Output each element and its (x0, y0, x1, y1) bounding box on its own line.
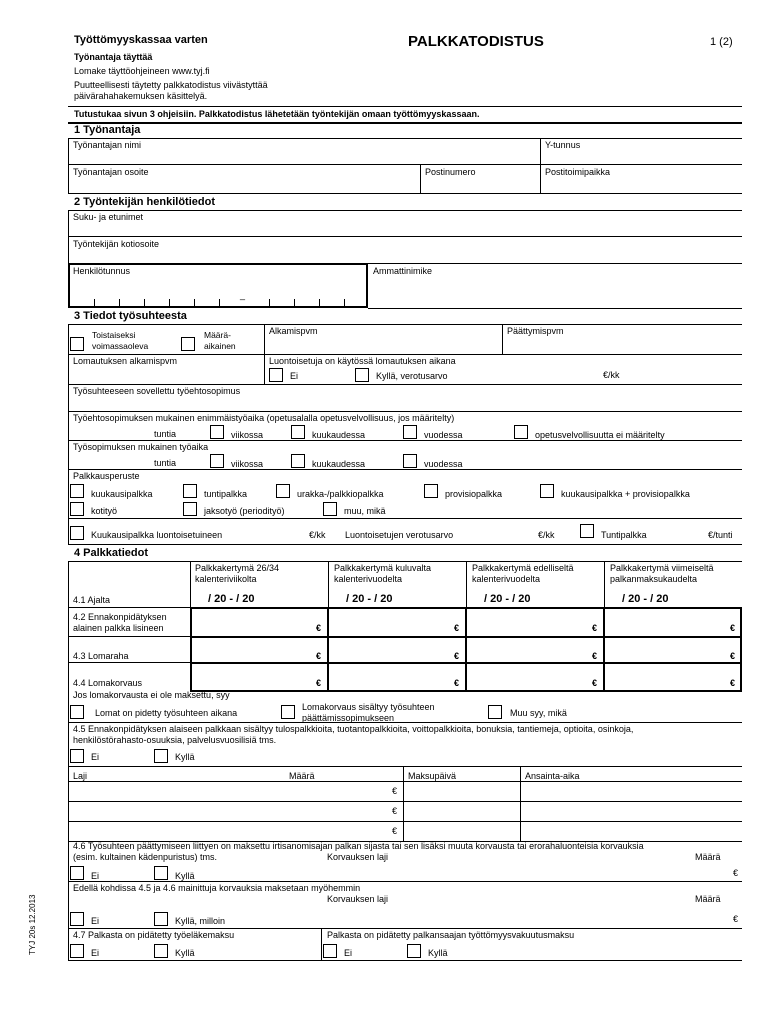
later-no-label: Ei (91, 916, 100, 926)
period-work-label: jaksotyö (periodityö) (204, 506, 285, 516)
piece-pay-label: urakka-/palkkiopalkka (297, 489, 384, 499)
col3-header: Palkkakertymä edelliseltä (472, 563, 574, 573)
benefit-taxvalue-label: Luontoisetujen verotusarvo (345, 530, 454, 540)
until-further-checkbox[interactable] (70, 337, 84, 351)
cba-field[interactable]: Työsuhteeseen sovellettu työehtosopimus (73, 386, 241, 396)
salary-col1[interactable]: € (316, 623, 322, 633)
employer-address-field[interactable]: Työnantajan osoite (73, 167, 149, 177)
until-further-label-2: voimassaoleva (92, 341, 149, 351)
later-yes-label: Kyllä, milloin (175, 916, 226, 926)
pay-date-col-header: Maksupäivä (408, 771, 457, 781)
bonus-amount-1[interactable]: € (392, 786, 398, 796)
col1-header-2: kalenteriviikolta (195, 574, 257, 584)
start-date-field[interactable]: Alkamispvm (269, 326, 318, 336)
holiday-comp-col2[interactable]: € (454, 678, 460, 688)
monthly-with-benefits-unit: €/kk (309, 530, 326, 540)
form-code: TYJ 20s 12.2013 (28, 894, 37, 955)
bonus-yes-checkbox[interactable] (154, 749, 168, 763)
teaching-undefined-label: opetusvelvollisuutta ei määritelty (535, 430, 665, 440)
row-4-5-label: 4.5 Ennakonpidätyksen alaiseen palkkaan sisältyy tulospalkkioita, tuotantopalkkioita, voittopalkkioita, bonuksia, tantiemeja, optioita, osinkoja, (73, 724, 634, 734)
col2-header: Palkkakertymä kuluvalta (334, 563, 432, 573)
later-amount[interactable]: € (733, 914, 739, 924)
period-col1[interactable]: / 20 - / 20 (208, 593, 255, 605)
unemp-yes-label: Kyllä (428, 948, 448, 958)
monthly-with-benefits-label: Kuukausipalkka luontoisetuineen (91, 530, 223, 540)
contract-hours-label: Työsopimuksen mukainen työaika (73, 442, 209, 452)
hourly-wage-unit: €/tunti (708, 530, 733, 540)
section-3-title: 3 Tiedot työsuhteesta (74, 310, 187, 322)
max-hours-label: Työehtosopimuksen mukainen enimmäistyöaika (opetusalalla opetusvelvollisuus, jos määritelty) (73, 413, 455, 423)
row-4-3-label: 4.3 Lomaraha (73, 651, 129, 661)
page-number: 1 (2) (710, 36, 733, 48)
holiday-pay-col4[interactable]: € (730, 651, 736, 661)
amount-col-header: Määrä (289, 771, 315, 781)
leave-taken-label: Lomat on pidetty työsuhteen aikana (95, 708, 238, 718)
unemp-no-checkbox[interactable] (323, 944, 337, 958)
hours-label-2: tuntia (154, 458, 177, 468)
max-weekly-checkbox[interactable] (210, 425, 224, 439)
teaching-undefined-checkbox[interactable] (514, 425, 528, 439)
other-reason-checkbox[interactable] (488, 705, 502, 719)
holiday-comp-col1[interactable]: € (316, 678, 322, 688)
period-col2[interactable]: / 20 - / 20 (346, 593, 393, 605)
other-reason-label: Muu syy, mikä (510, 708, 567, 718)
monthly-label-2: kuukaudessa (312, 459, 366, 469)
severance-yes-label: Kyllä (175, 871, 195, 881)
employee-name-field[interactable]: Suku- ja etunimet (73, 212, 144, 222)
row-4-7-label: 4.7 Palkasta on pidätetty työeläkemaksu (73, 930, 235, 940)
earning-time-col-header: Ansainta-aika (525, 771, 580, 781)
col2-header-2: kalenterivuodelta (334, 574, 403, 584)
instructions-line2: Puutteellisesti täytetty palkkatodistus viivästyttää (74, 80, 268, 90)
hourly-pay-checkbox[interactable] (183, 484, 197, 498)
bonus-amount-2[interactable]: € (392, 806, 398, 816)
bonus-no-label: Ei (91, 752, 100, 762)
until-further-label: Toistaiseksi (92, 330, 136, 340)
ssn-label: Henkilötunnus (73, 266, 131, 276)
notice-text: Tutustukaa sivun 3 ohjeisiin. Palkkatodistus lähetetään työntekijän omaan työttömyyskassaan. (74, 109, 480, 119)
comp-included-label-2: päättämissopimukseen (302, 713, 395, 723)
period-col4[interactable]: / 20 - / 20 (622, 593, 669, 605)
severance-no-label: Ei (91, 871, 100, 881)
fixed-term-label-2: aikainen (204, 341, 236, 351)
salary-col4[interactable]: € (730, 623, 736, 633)
later-no-checkbox[interactable] (70, 912, 84, 926)
benefits-unit: €/kk (603, 370, 620, 380)
document-title: PALKKATODISTUS (408, 33, 544, 50)
leave-taken-checkbox[interactable] (70, 705, 84, 719)
row-4-5-label-2: henkilöstörahasto-osuuksia, palvelusvuosilisiä tms. (73, 735, 277, 745)
weekly-label: viikossa (231, 430, 264, 440)
section-divider (68, 122, 742, 124)
monthly-pay-checkbox[interactable] (70, 484, 84, 498)
later-comp-kind-label: Korvauksen laji (327, 894, 389, 904)
section-4-title: 4 Palkkatiedot (74, 547, 148, 559)
pension-no-checkbox[interactable] (70, 944, 84, 958)
yearly-label: vuodessa (424, 430, 463, 440)
business-id-field[interactable]: Y-tunnus (545, 140, 581, 150)
unemp-yes-checkbox[interactable] (407, 944, 421, 958)
col1-header: Palkkakertymä 26/34 (195, 563, 280, 573)
later-paid-label: Edellä kohdissa 4.5 ja 4.6 mainittuja korvauksia maksetaan myöhemmin (73, 883, 361, 893)
contract-monthly-checkbox[interactable] (291, 454, 305, 468)
home-care-checkbox[interactable] (70, 502, 84, 516)
employer-name-field[interactable]: Työnantajan nimi (73, 140, 142, 150)
instructions-line3: päivärahahakemuksen käsittelyä. (74, 91, 208, 101)
holiday-pay-col2[interactable]: € (454, 651, 460, 661)
severance-amount[interactable]: € (733, 868, 739, 878)
holiday-pay-col1[interactable]: € (316, 651, 322, 661)
other-pay-label: muu, mikä (344, 506, 386, 516)
divider (68, 106, 742, 107)
fixed-term-checkbox[interactable] (181, 337, 195, 351)
unemp-ins-label: Palkasta on pidätetty palkansaajan työttömyysvakuutusmaksu (327, 930, 575, 940)
unemp-no-label: Ei (344, 948, 353, 958)
salary-col3[interactable]: € (592, 623, 598, 633)
benefits-yes-checkbox[interactable] (355, 368, 369, 382)
bonus-amount-3[interactable]: € (392, 826, 398, 836)
later-yes-checkbox[interactable] (154, 912, 168, 926)
ssn-separator: _ (240, 290, 246, 300)
col4-header-2: palkanmaksukaudelta (610, 574, 698, 584)
row-4-6-label-2: (esim. kultainen kädenpuristus) tms. (73, 852, 218, 862)
benefits-question: Luontoisetuja on käytössä lomautuksen aikana (269, 356, 456, 366)
filled-by-label: Työnantaja täyttää (74, 52, 153, 62)
pension-yes-checkbox[interactable] (154, 944, 168, 958)
holiday-pay-col3[interactable]: € (592, 651, 598, 661)
row-4-2-label-2: alainen palkka lisineen (73, 623, 164, 633)
piece-pay-checkbox[interactable] (276, 484, 290, 498)
fixed-term-label: Määrä- (204, 330, 231, 340)
col4-header: Palkkakertymä viimeiseltä (610, 563, 714, 573)
max-monthly-checkbox[interactable] (291, 425, 305, 439)
end-date-field[interactable]: Päättymispvm (507, 326, 564, 336)
severance-no-checkbox[interactable] (70, 866, 84, 880)
max-yearly-checkbox[interactable] (403, 425, 417, 439)
employee-address-field[interactable]: Työntekijän kotiosoite (73, 239, 160, 249)
comp-included-label: Lomakorvaus sisältyy työsuhteen (302, 702, 435, 712)
monthly-commission-label: kuukausipalkka + provisiopalkka (561, 489, 690, 499)
period-work-checkbox[interactable] (183, 502, 197, 516)
pension-yes-label: Kyllä (175, 948, 195, 958)
commission-pay-checkbox[interactable] (424, 484, 438, 498)
pay-basis-label: Palkkausperuste (73, 471, 140, 481)
yearly-label-2: vuodessa (424, 459, 463, 469)
bonus-yes-label: Kyllä (175, 752, 195, 762)
benefits-no-label: Ei (290, 371, 299, 381)
later-amount-label: Määrä (695, 894, 721, 904)
section-1-title: 1 Työnantaja (74, 124, 141, 136)
monthly-pay-label: kuukausipalkka (91, 489, 153, 499)
period-col3[interactable]: / 20 - / 20 (484, 593, 531, 605)
kind-col-header: Laji (73, 771, 88, 781)
benefits-yes-label: Kyllä, verotusarvo (376, 371, 448, 381)
hourly-wage-label: Tuntipalkka (601, 530, 647, 540)
pension-no-label: Ei (91, 948, 100, 958)
instructions-link-text: Lomake täyttöohjeineen www.tyj.fi (74, 66, 210, 76)
section-2-title: 2 Työntekijän henkilötiedot (74, 196, 215, 208)
row-4-2-label: 4.2 Ennakonpidätyksen (73, 612, 167, 622)
row-4-4-label: 4.4 Lomakorvaus (73, 678, 143, 688)
benefit-taxvalue-unit: €/kk (538, 530, 555, 540)
weekly-label-2: viikossa (231, 459, 264, 469)
monthly-with-benefits-checkbox[interactable] (70, 526, 84, 540)
holiday-comp-col4[interactable]: € (730, 678, 736, 688)
bonus-no-checkbox[interactable] (70, 749, 84, 763)
home-care-label: kotityö (91, 506, 118, 516)
commission-pay-label: provisiopalkka (445, 489, 503, 499)
postal-office-field[interactable]: Postitoimipaikka (545, 167, 611, 177)
contract-weekly-checkbox[interactable] (210, 454, 224, 468)
col3-header-2: kalenterivuodelta (472, 574, 541, 584)
comp-included-checkbox[interactable] (281, 705, 295, 719)
comp-amount-label: Määrä (695, 852, 721, 862)
hourly-wage-checkbox[interactable] (580, 524, 594, 538)
contract-yearly-checkbox[interactable] (403, 454, 417, 468)
monthly-label: kuukaudessa (312, 430, 366, 440)
hours-label: tuntia (154, 429, 177, 439)
severance-yes-checkbox[interactable] (154, 866, 168, 880)
hourly-pay-label: tuntipalkka (204, 489, 248, 499)
occupation-field[interactable]: Ammattinimike (373, 266, 433, 276)
no-comp-reason-label: Jos lomakorvausta ei ole maksettu, syy (73, 690, 230, 700)
row-4-1-label: 4.1 Ajalta (73, 595, 111, 605)
holiday-comp-col3[interactable]: € (592, 678, 598, 688)
salary-col2[interactable]: € (454, 623, 460, 633)
postal-code-field[interactable]: Postinumero (425, 167, 476, 177)
comp-kind-label: Korvauksen laji (327, 852, 389, 862)
benefits-no-checkbox[interactable] (269, 368, 283, 382)
row-4-6-label: 4.6 Työsuhteen päättymiseen liittyen on maksettu irtisanomisajan palkan sijasta tai sen lisäksi muuta korvausta tai erorahaluonteisia korvauksia (73, 841, 644, 851)
monthly-commission-checkbox[interactable] (540, 484, 554, 498)
form-purpose-title: Työttömyyskassaa varten (74, 34, 208, 46)
other-pay-checkbox[interactable] (323, 502, 337, 516)
layoff-start-field[interactable]: Lomautuksen alkamispvm (73, 356, 178, 366)
